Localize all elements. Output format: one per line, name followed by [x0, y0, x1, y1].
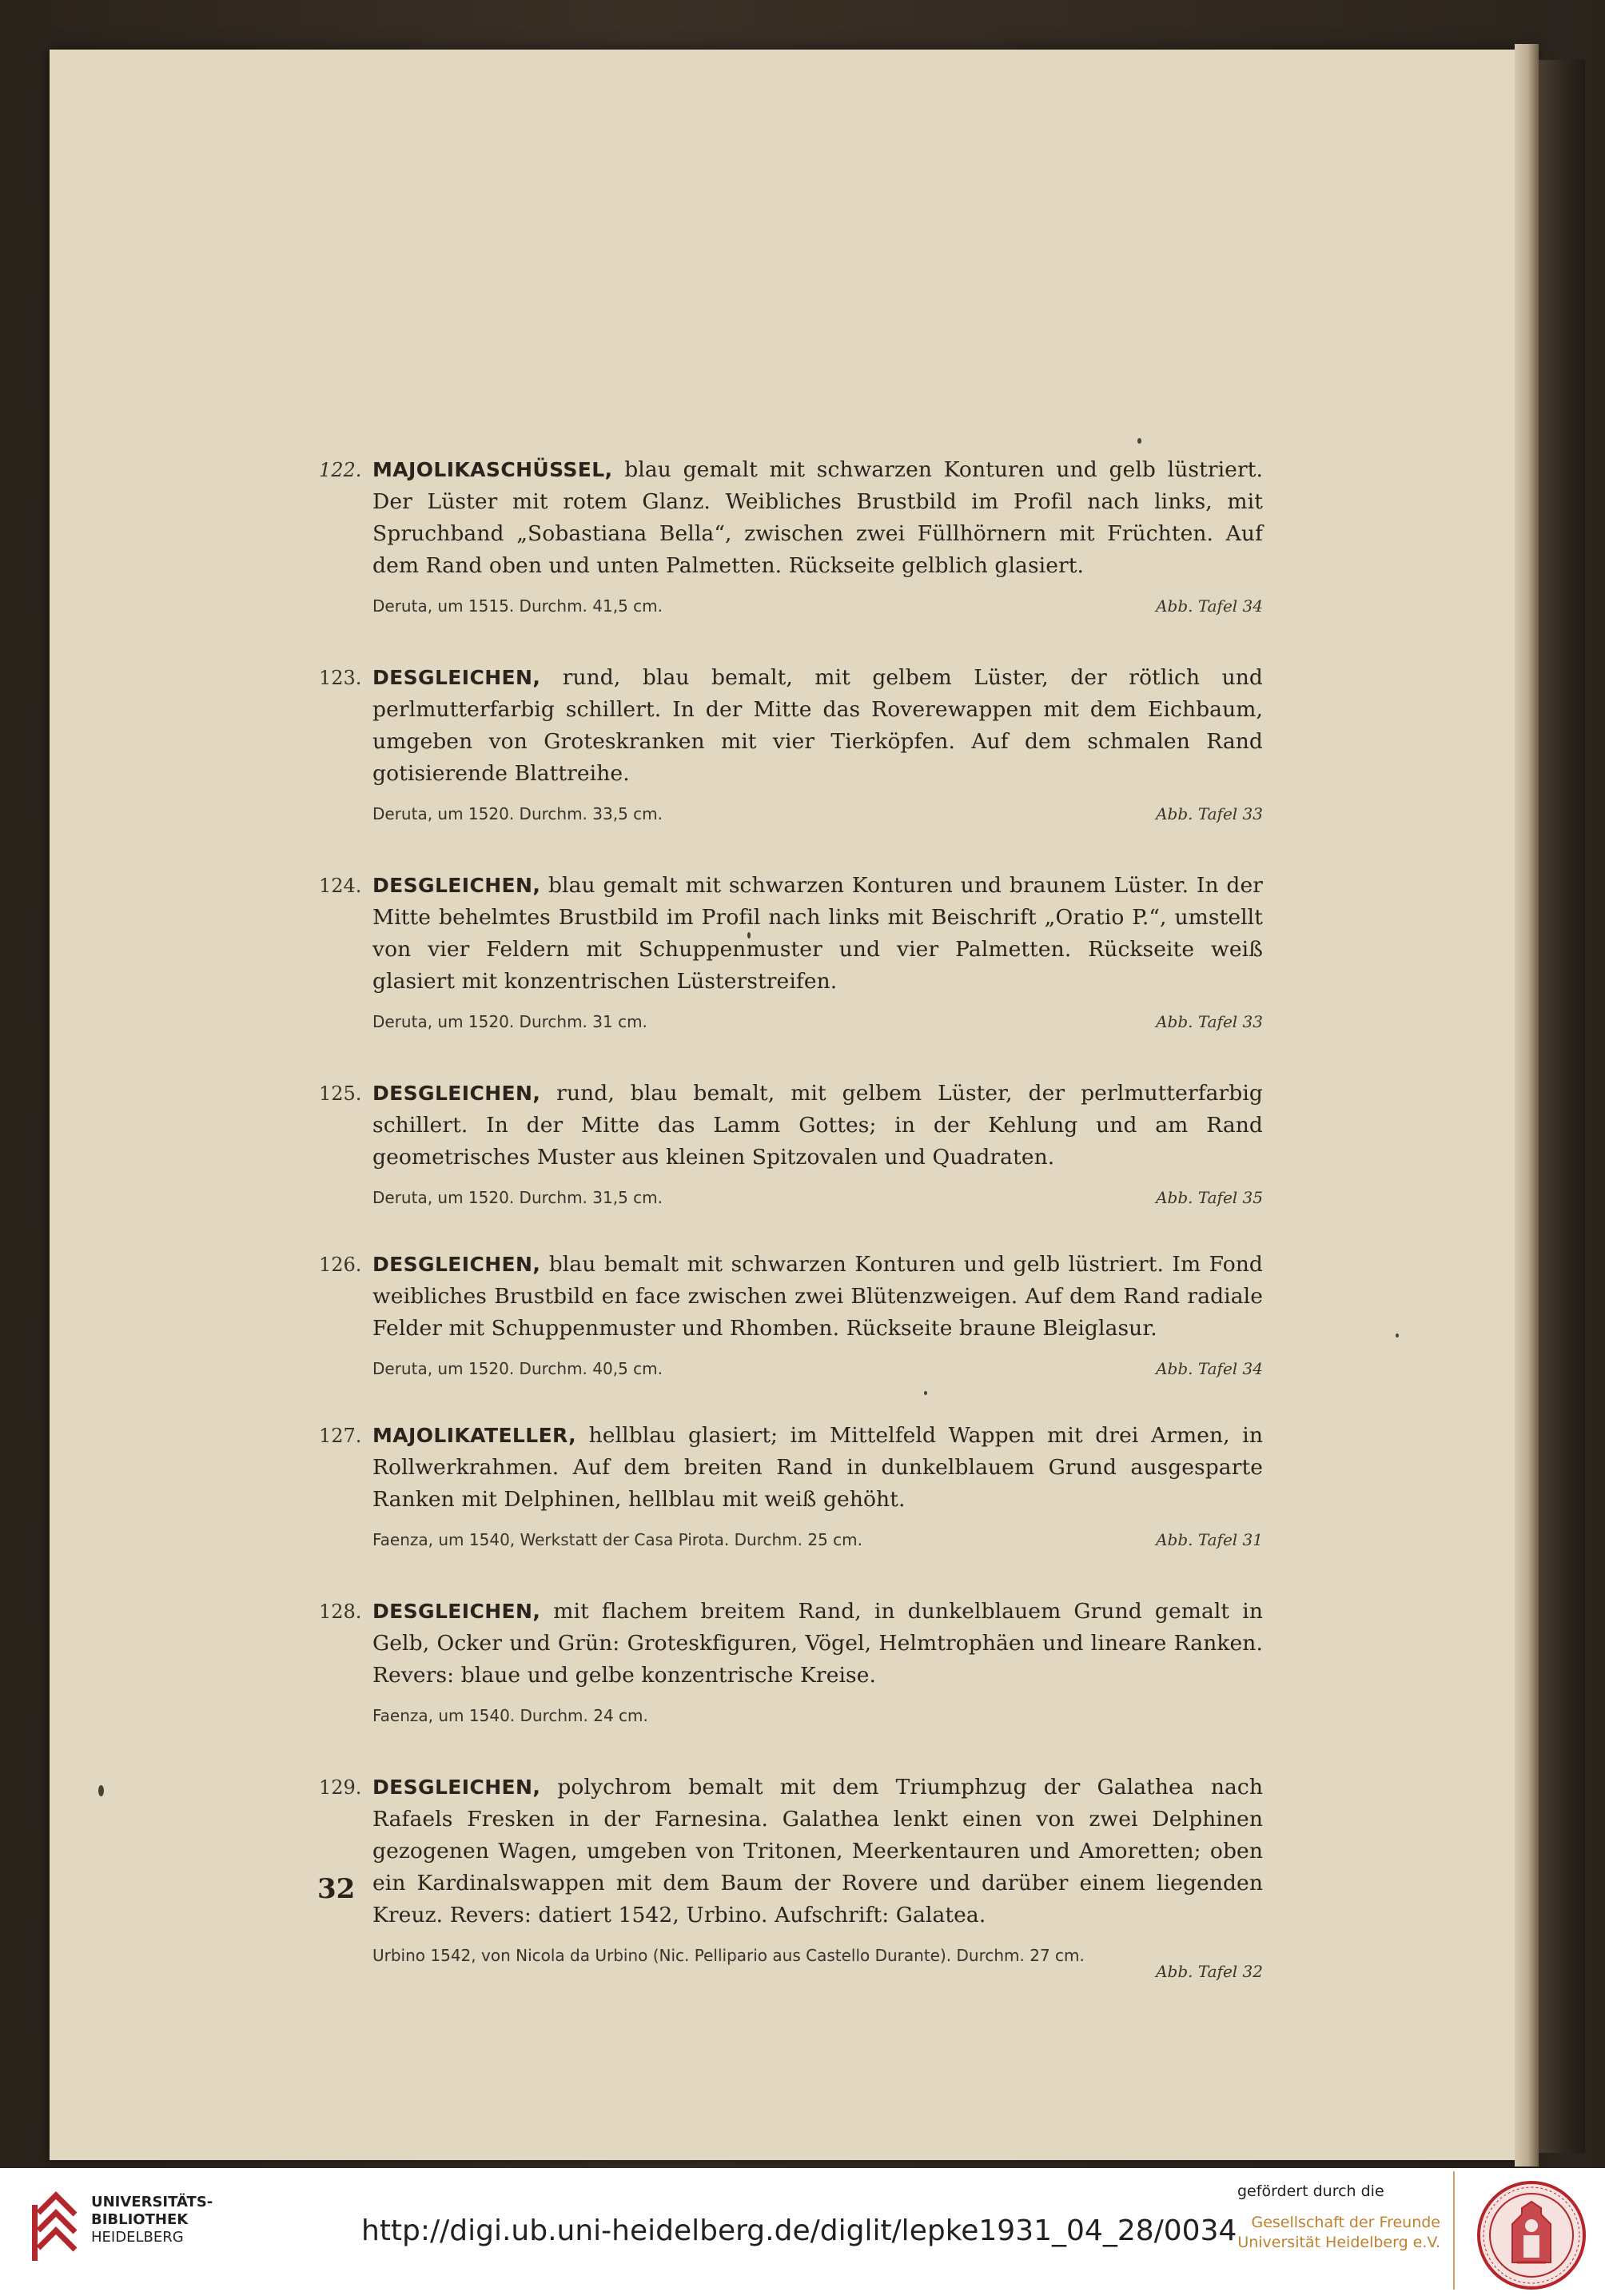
entry-title: MAJOLIKATELLER,: [372, 1424, 577, 1447]
entry-provenance: Deruta, um 1520. Durchm. 40,5 cm.: [372, 1359, 663, 1378]
entry-text: hellblau glasiert; im Mittelfeld Wappen mit drei Armen, in Rollwerkrahmen. Auf dem breiten Rand in dunkelblauem Grund ausgesparte Ranken mit Delphinen, hellblau mit weiß gehöht.: [372, 1423, 1263, 1512]
entry-number: 126.: [319, 1254, 362, 1276]
page-number: 32: [317, 1873, 356, 1905]
entry-title: DESGLEICHEN,: [372, 666, 541, 689]
catalog-entry: [320, 662, 1263, 827]
entry-meta: [372, 1009, 1263, 1034]
entry-description: [372, 1596, 1263, 1692]
entry-text: rund, blau bemalt, mit gelbem Lüster, der perlmutterfarbig schillert. In der Mitte das Lamm Gottes; in der Kehlung und am Rand geometrisches Muster aus kleinen Spitzovalen und Quadraten.: [372, 1081, 1263, 1170]
entry-number: 129.: [319, 1776, 362, 1799]
entry-plate-reference: Abb. Tafel 32: [1156, 1962, 1263, 1981]
university-library-logo-icon: [32, 2189, 82, 2266]
entry-text: blau bemalt mit schwarzen Konturen und gelb lüstriert. Im Fond weibliches Brustbild en face zwischen zwei Blütenzweigen. Auf dem Rand radiale Felder mit Schuppenmuster und Rhomben. Rückseite braune Bleiglasur.: [372, 1252, 1263, 1341]
entry-meta: [372, 1703, 1263, 1728]
entry-provenance: Faenza, um 1540, Werkstatt der Casa Pirota. Durchm. 25 cm.: [372, 1530, 862, 1549]
sponsor-name-line: Universität Heidelberg e.V.: [1237, 2234, 1440, 2251]
entry-provenance: Urbino 1542, von Nicola da Urbino (Nic. Pellipario aus Castello Durante). Durchm. 27 cm.: [372, 1946, 1085, 1965]
entry-number: 125.: [319, 1082, 362, 1105]
entry-description: [372, 1249, 1263, 1345]
catalog-entry: [320, 1596, 1263, 1728]
entry-number: 127.: [319, 1425, 362, 1447]
entry-meta: [372, 593, 1263, 619]
paper-speck: [1396, 1333, 1399, 1337]
entry-number: 122.: [319, 459, 362, 481]
entry-plate-reference: Abb. Tafel 35: [1156, 1188, 1263, 1207]
sponsor-divider: [1453, 2171, 1455, 2290]
entry-meta: [372, 1527, 1263, 1553]
university-seal-icon: [1476, 2179, 1587, 2291]
catalog-entry: [320, 1249, 1263, 1381]
entry-provenance: Faenza, um 1540. Durchm. 24 cm.: [372, 1706, 648, 1725]
entry-title: DESGLEICHEN,: [372, 1082, 541, 1105]
entry-title: MAJOLIKASCHÜSSEL,: [372, 458, 613, 481]
library-name: [91, 2194, 213, 2246]
entry-number: 124.: [319, 875, 362, 897]
catalog-entry: [320, 870, 1263, 1034]
catalog-entries: [320, 454, 1263, 2011]
entry-description: [372, 870, 1263, 998]
entry-description: [372, 1078, 1263, 1174]
entry-text: blau gemalt mit schwarzen Konturen und braunem Lüster. In der Mitte behelmtes Brustbild im Profil nach links mit Beischrift „Oratio P.“, umstellt von vier Feldern mit Schuppenmuster und vier Palmetten. Rückseite weiß glasiert mit konzentrischen Lüsterstreifen.: [372, 873, 1263, 994]
paper-speck: [98, 1785, 104, 1796]
entry-meta: [372, 1943, 1263, 1981]
paper-speck: [1137, 438, 1141, 444]
entry-description: [372, 1420, 1263, 1516]
entry-meta: [372, 1356, 1263, 1381]
entry-number: 123.: [319, 667, 362, 689]
entry-number: 128.: [319, 1600, 362, 1623]
entry-provenance: Deruta, um 1520. Durchm. 31,5 cm.: [372, 1188, 663, 1207]
entry-provenance: Deruta, um 1520. Durchm. 33,5 cm.: [372, 804, 663, 823]
library-name-line: BIBLIOTHEK: [91, 2211, 189, 2228]
book-edge: [1539, 60, 1585, 2153]
entry-plate-reference: Abb. Tafel 34: [1156, 1359, 1263, 1378]
catalog-entry: [319, 1772, 1263, 1981]
entry-text: blau gemalt mit schwarzen Konturen und gelb lüstriert. Der Lüster mit rotem Glanz. Weibliches Brustbild im Profil nach links, mit Spruchband „Sobastiana Bella“, zwischen zwei Füllhörnern mit Früchten. Auf dem Rand oben und unten Palmetten. Rückseite gelblich glasiert.: [372, 457, 1263, 578]
catalog-entry: [320, 454, 1263, 619]
entry-plate-reference: Abb. Tafel 33: [1156, 1012, 1263, 1031]
entry-provenance: Deruta, um 1520. Durchm. 31 cm.: [372, 1012, 647, 1031]
entry-title: DESGLEICHEN,: [372, 1600, 541, 1623]
catalog-entry: [320, 1420, 1263, 1553]
catalog-entry: [320, 1078, 1263, 1210]
entry-meta: [372, 1185, 1263, 1210]
entry-plate-reference: Abb. Tafel 31: [1156, 1530, 1263, 1549]
entry-plate-reference: Abb. Tafel 33: [1156, 804, 1263, 823]
library-name-line: HEIDELBERG: [91, 2229, 184, 2246]
page-gutter: [1515, 44, 1539, 2166]
sponsor-name: [1199, 2213, 1440, 2253]
entry-provenance: Deruta, um 1515. Durchm. 41,5 cm.: [372, 596, 663, 616]
library-name-line: UNIVERSITÄTS-: [91, 2194, 213, 2210]
sponsor-label: gefördert durch die: [1237, 2182, 1384, 2200]
entry-title: DESGLEICHEN,: [372, 874, 541, 897]
entry-text: rund, blau bemalt, mit gelbem Lüster, der rötlich und perlmutterfarbig schillert. In der Mitte das Roverewappen mit dem Eichbaum, umgeben von Groteskranken mit vier Tierköpfen. Auf dem schmalen Rand gotisierende Blattreihe.: [372, 665, 1263, 786]
entry-title: DESGLEICHEN,: [372, 1253, 541, 1276]
permalink-url[interactable]: http://digi.ub.uni-heidelberg.de/diglit/lepke1931_04_28/0034: [361, 2214, 1237, 2247]
entry-text: polychrom bemalt mit dem Triumphzug der Galathea nach Rafaels Fresken in der Farnesina. Galathea lenkt einen von zwei Delphinen gezogenen Wagen, umgeben von Tritonen, Meerkentauren und Amoretten; oben ein Kardinalswappen mit dem Baum der Rovere und darüber einem liegenden Kreuz. Revers: datiert 1542, Urbino. Aufschrift: Galatea.: [372, 1775, 1263, 1927]
entry-text: mit flachem breitem Rand, in dunkelblauem Grund gemalt in Gelb, Ocker und Grün: Groteskfiguren, Vögel, Helmtrophäen und lineare Ranken. Revers: blaue und gelbe konzentrische Kreise.: [372, 1599, 1263, 1688]
entry-description: [372, 454, 1263, 582]
entry-description: [372, 1772, 1263, 1931]
entry-description: [372, 662, 1263, 790]
entry-meta: [372, 801, 1263, 827]
entry-plate-reference: Abb. Tafel 34: [1156, 596, 1263, 616]
sponsor-name-line: Gesellschaft der Freunde: [1251, 2214, 1440, 2231]
entry-title: DESGLEICHEN,: [372, 1776, 541, 1799]
